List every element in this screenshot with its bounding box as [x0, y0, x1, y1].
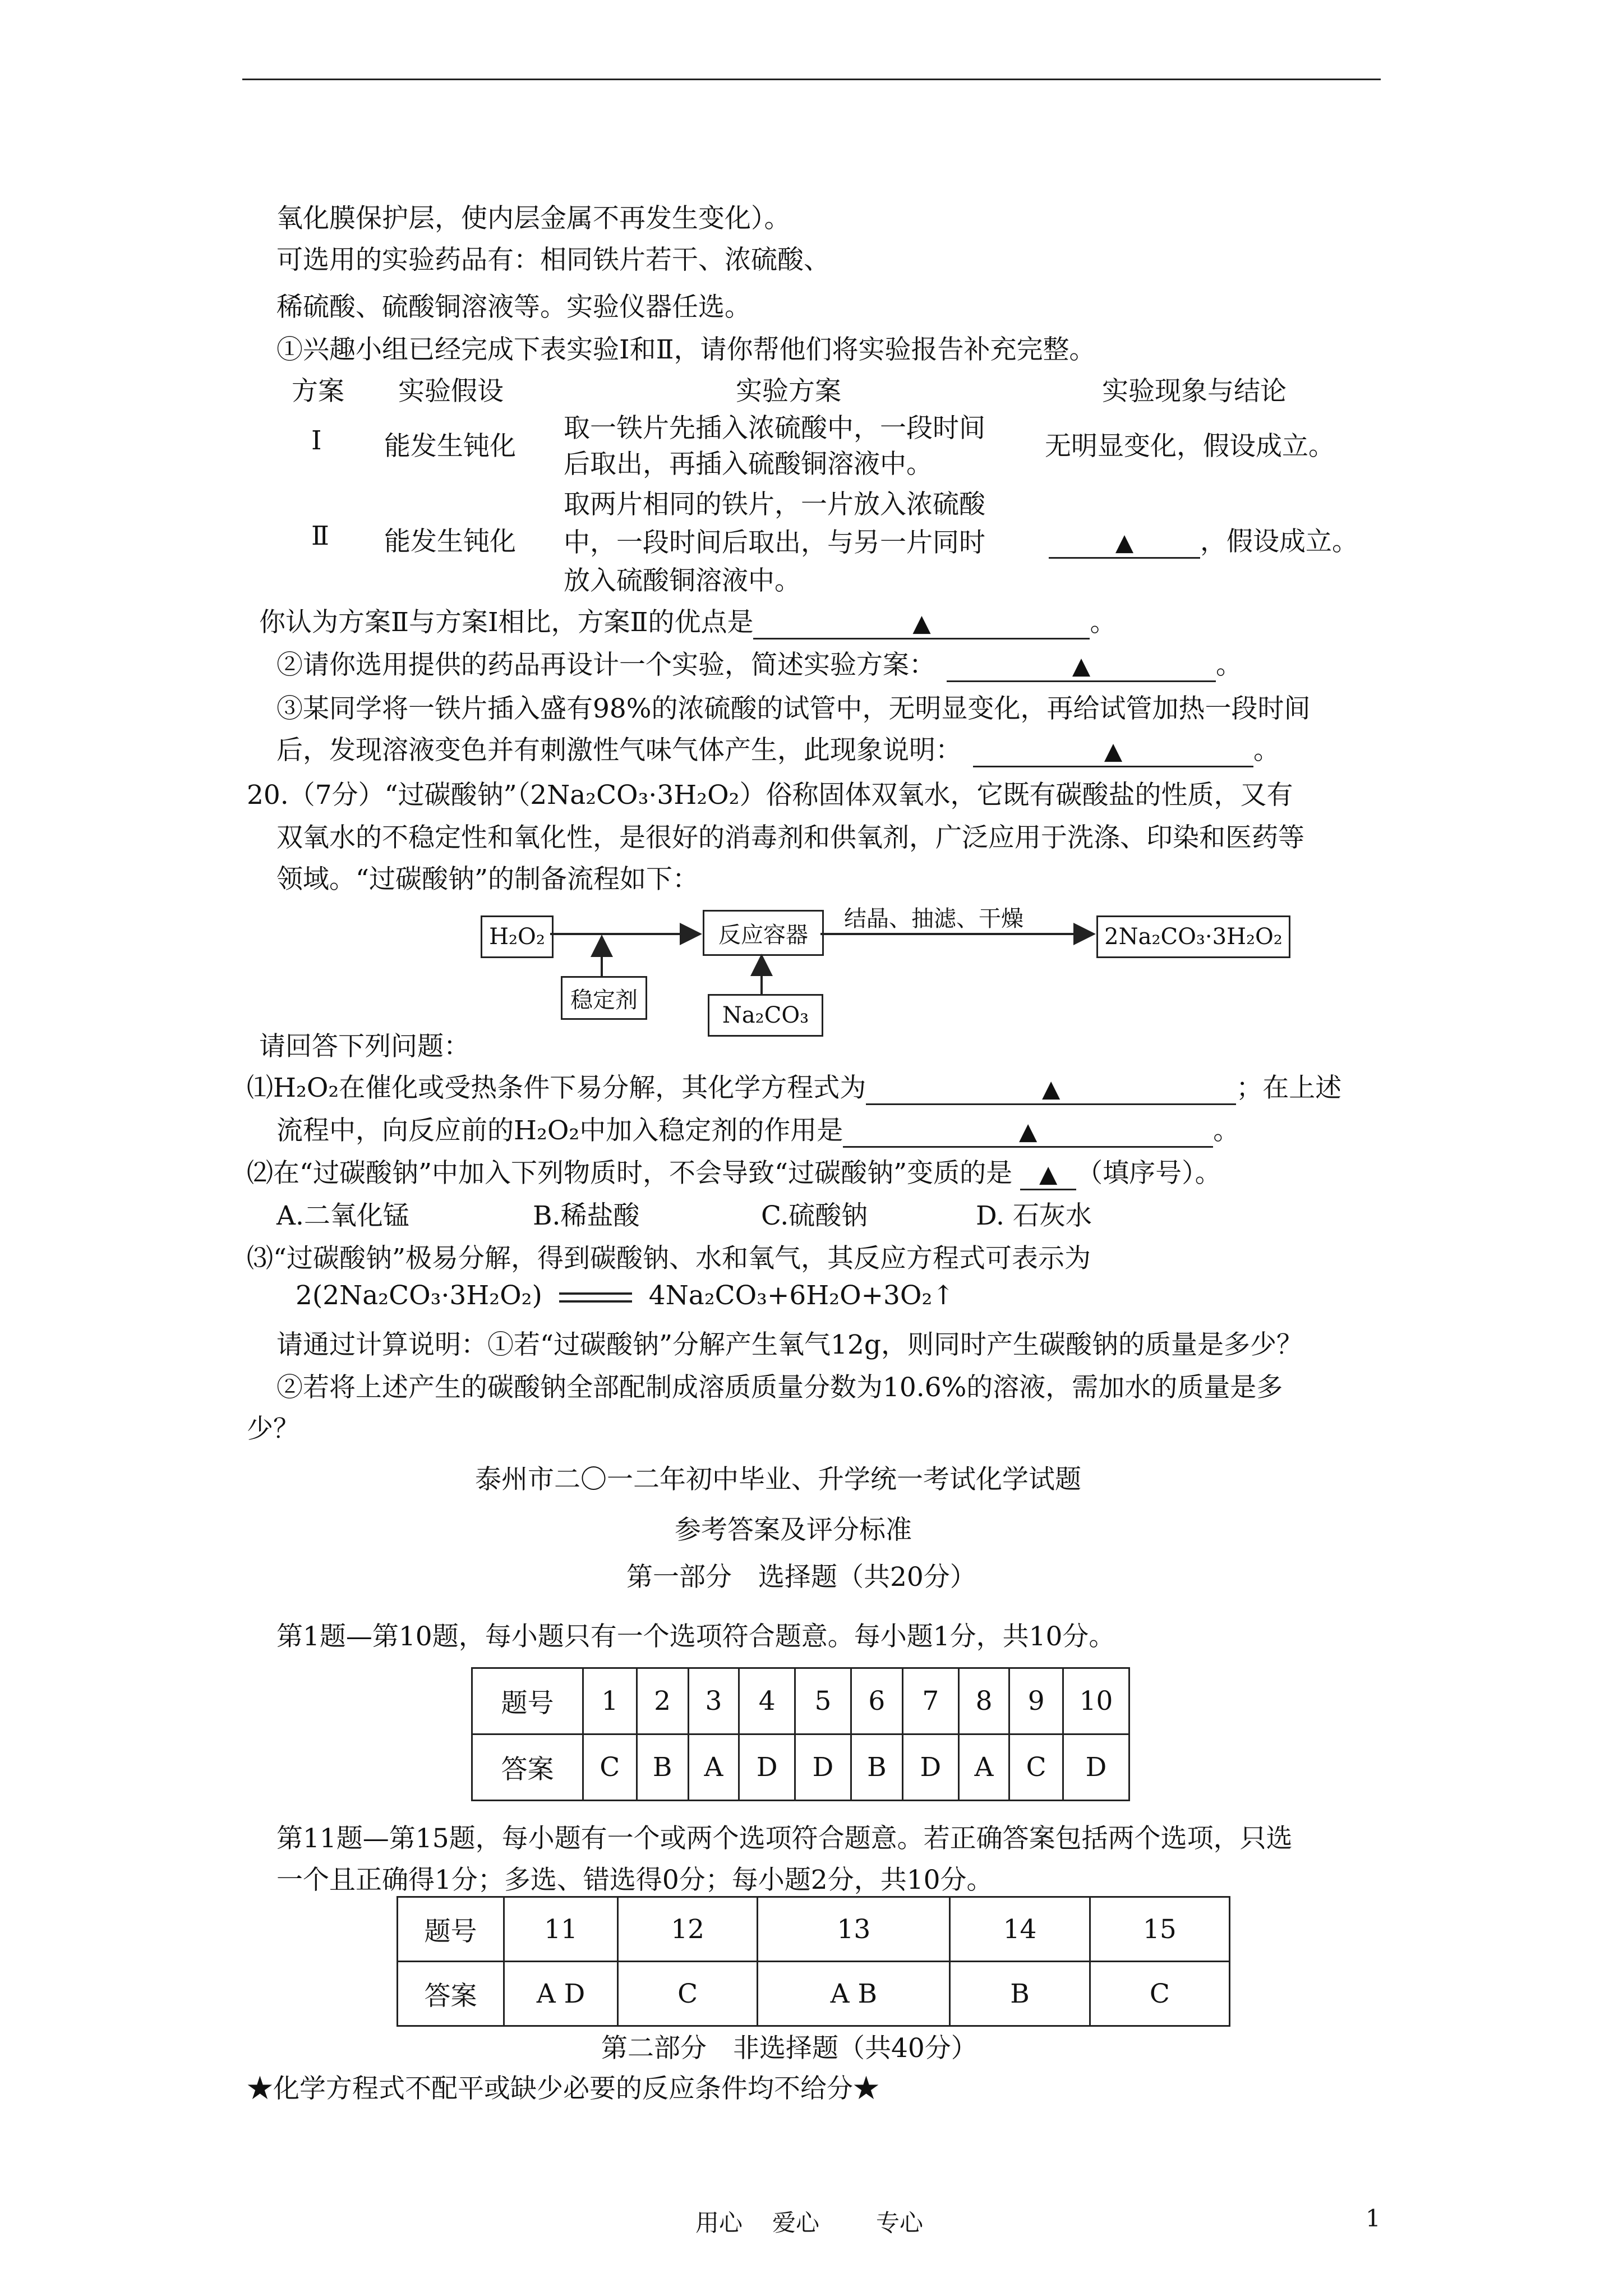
table-cell: A D — [504, 1962, 618, 2026]
part-1-tail: ；在上述 — [1236, 1073, 1342, 1103]
flow-arrow-label: 结晶、抽滤、干燥 — [844, 906, 1023, 932]
table-cell: D — [1063, 1734, 1129, 1801]
exp-header-hypothesis: 实验假设 — [398, 376, 504, 407]
triangle-marker: ▲ — [1072, 652, 1091, 679]
equation — [296, 1280, 955, 1311]
table-cell: 13 — [758, 1897, 950, 1962]
table-cell: 1 — [583, 1668, 637, 1734]
exp-row1-plan: Ⅰ — [311, 425, 322, 456]
question-20-line1: 20.（7分）“过碳酸钠”（2Na₂CO₃·3H₂O₂）俗称固体双氧水，它既有碳酸盐的性质，又有 — [247, 780, 1293, 811]
exp-row1-method-line2: 后取出，再插入硫酸铜溶液中。 — [564, 449, 933, 480]
table-cell: 10 — [1063, 1668, 1129, 1734]
equation-right: 4Na₂CO₃+6H₂O+3O₂↑ — [648, 1280, 955, 1311]
table-cell: C — [1009, 1734, 1063, 1801]
advantage-text: 你认为方案Ⅱ与方案Ⅰ相比，方案Ⅱ的优点是 — [259, 607, 754, 638]
question-20-line3: 领域。“过碳酸钠”的制备流程如下： — [276, 864, 699, 895]
table-cell: 15 — [1090, 1897, 1229, 1962]
table-cell: B — [851, 1734, 902, 1801]
table-cell: 答案 — [472, 1734, 583, 1801]
part-2-line1 — [247, 1152, 1221, 1190]
table-cell: 5 — [795, 1668, 851, 1734]
question-3-line1: ③某同学将一铁片插入盛有98%的浓硫酸的试管中，无明显变化，再给试管加热一段时间 — [276, 693, 1311, 724]
period: 。 — [1216, 650, 1242, 680]
period: 。 — [1213, 1115, 1240, 1146]
answer-table-1 — [471, 1667, 1130, 1801]
answer-subtitle: 参考答案及评分标准 — [675, 1515, 912, 1545]
exp-row2-method-line1: 取两片相同的铁片，一片放入浓硫酸 — [564, 489, 985, 520]
flow-box-product: 2Na₂CO₃·3H₂O₂ — [1096, 915, 1290, 958]
table-cell: 题号 — [398, 1897, 504, 1962]
question-1-intro: ①兴趣小组已经完成下表实验Ⅰ和Ⅱ，请你帮他们将实验报告补充完整。 — [276, 334, 1096, 365]
table-cell: A B — [758, 1962, 950, 2026]
triangle-marker: ▲ — [1104, 737, 1123, 765]
footer-motto-1: 用心 — [695, 2209, 743, 2237]
part-1-description-2-line1: 第11题—第15题，每小题有一个或两个选项符合题意。若正确答案包括两个选项，只选 — [276, 1823, 1293, 1854]
page-number: 1 — [1366, 2205, 1381, 2232]
table-row — [398, 1897, 1230, 1962]
table-cell: 8 — [958, 1668, 1009, 1734]
table-cell: B — [637, 1734, 688, 1801]
table-row — [472, 1734, 1129, 1801]
flow-box-stabilizer: 稳定剂 — [561, 976, 647, 1020]
table-cell: 9 — [1009, 1668, 1063, 1734]
footer-motto-3: 专心 — [876, 2209, 924, 2237]
flow-box-na2co3: Na₂CO₃ — [708, 994, 823, 1037]
table-cell: A — [958, 1734, 1009, 1801]
part-2-tail: （填序号）。 — [1076, 1158, 1221, 1189]
equals-sign-icon — [556, 1289, 635, 1306]
exp-header-method: 实验方案 — [736, 376, 841, 407]
equation-left: 2(2Na₂CO₃·3H₂O₂) — [296, 1280, 542, 1311]
part-1-description-2-line2: 一个且正确得1分；多选、错选得0分；每小题2分，共10分。 — [276, 1865, 993, 1895]
answer-table-2 — [396, 1896, 1230, 2027]
exp-row2-result-suffix: ，假设成立。 — [1200, 526, 1358, 557]
flow-box-reactor: 反应容器 — [703, 910, 824, 956]
part-2-blank[interactable] — [1020, 1158, 1076, 1190]
table-row — [398, 1962, 1230, 2026]
answer-prompt: 请回答下列问题： — [259, 1031, 470, 1062]
table-cell: C — [1090, 1962, 1229, 2026]
question-20-line2: 双氧水的不稳定性和氧化性，是很好的消毒剂和供氧剂，广泛应用于洗涤、印染和医药等 — [276, 822, 1304, 853]
exp-row1-result: 无明显变化，假设成立。 — [1045, 431, 1335, 462]
part-2-text: ⑵在“过碳酸钠”中加入下列物质时，不会导致“过碳酸钠”变质的是 — [247, 1158, 1013, 1189]
triangle-marker: ▲ — [1039, 1160, 1058, 1188]
part-1-text-2: 流程中，向反应前的H₂O₂中加入稳定剂的作用是 — [276, 1115, 843, 1146]
option-c: C.硫酸钠 — [761, 1200, 868, 1231]
table-cell: 12 — [618, 1897, 758, 1962]
option-d: D. 石灰水 — [976, 1200, 1092, 1231]
exp-header-plan: 方案 — [292, 376, 344, 407]
table-cell: 6 — [851, 1668, 902, 1734]
continuation-line-2: 可选用的实验药品有：相同铁片若干、浓硫酸、 — [276, 245, 830, 275]
part-1-title: 第一部分 选择题（共20分） — [626, 1562, 976, 1593]
table-cell: C — [618, 1962, 758, 2026]
question-2-text: ②请你选用提供的药品再设计一个实验，简述实验方案： — [276, 650, 935, 680]
calc-line3: 少？ — [247, 1414, 299, 1444]
continuation-line-3: 稀硫酸、硫酸铜溶液等。实验仪器任选。 — [276, 292, 751, 323]
footer-motto-2: 爱心 — [772, 2209, 820, 2237]
exp-header-result: 实验现象与结论 — [1102, 376, 1287, 407]
continuation-line-1: 氧化膜保护层，使内层金属不再发生变化）。 — [276, 203, 791, 234]
flow-box-h2o2: H₂O₂ — [481, 915, 554, 958]
table-cell: 7 — [902, 1668, 958, 1734]
table-cell: B — [950, 1962, 1090, 2026]
flow-arrows — [0, 0, 1623, 1066]
exp-row2-hypothesis: 能发生钝化 — [384, 526, 516, 557]
part-1-description: 第1题—第10题，每小题只有一个选项符合题意。每小题1分，共10分。 — [276, 1621, 1115, 1652]
table-cell: C — [583, 1734, 637, 1801]
table-cell: A — [688, 1734, 739, 1801]
table-cell: 答案 — [398, 1962, 504, 2026]
calc-line1: 请通过计算说明：①若“过碳酸钠”分解产生氧气12g，则同时产生碳酸钠的质量是多少？ — [276, 1329, 1303, 1360]
part-1-blank-2[interactable] — [843, 1115, 1213, 1148]
star-note: ★化学方程式不配平或缺少必要的反应条件均不给分★ — [247, 2073, 879, 2104]
exp-row2-plan: Ⅱ — [311, 521, 329, 551]
exp-row2-method-line3: 放入硫酸铜溶液中。 — [564, 565, 801, 596]
part-3-line1: ⑶“过碳酸钠”极易分解，得到碳酸钠、水和氧气，其反应方程式可表示为 — [247, 1243, 1091, 1274]
table-cell: D — [902, 1734, 958, 1801]
period: 。 — [1090, 607, 1117, 638]
part-1-text: ⑴H₂O₂在催化或受热条件下易分解，其化学方程式为 — [247, 1073, 866, 1103]
part-2-title: 第二部分 非选择题（共40分） — [601, 2033, 978, 2064]
calc-line2: ②若将上述产生的碳酸钠全部配制成溶质质量分数为10.6%的溶液，需加水的质量是多 — [276, 1372, 1283, 1403]
period: 。 — [1253, 735, 1280, 766]
table-cell: 4 — [739, 1668, 795, 1734]
part-1-blank-1[interactable] — [866, 1073, 1236, 1105]
option-a: A.二氧化锰 — [276, 1200, 409, 1231]
table-cell: 3 — [688, 1668, 739, 1734]
triangle-marker: ▲ — [1042, 1075, 1061, 1102]
table-cell: 11 — [504, 1897, 618, 1962]
part-1-line1 — [247, 1067, 1341, 1105]
exp-row1-method-line1: 取一铁片先插入浓硫酸中，一段时间 — [564, 413, 985, 444]
triangle-marker: ▲ — [912, 609, 931, 637]
option-b: B.稀盐酸 — [533, 1200, 640, 1231]
table-cell: 2 — [637, 1668, 688, 1734]
triangle-marker: ▲ — [1115, 528, 1134, 556]
question-3-text: 后，发现溶液变色并有刺激性气味气体产生，此现象说明： — [276, 735, 962, 766]
part-1-line2 — [276, 1110, 1239, 1148]
table-cell: D — [739, 1734, 795, 1801]
table-row — [472, 1668, 1129, 1734]
triangle-marker: ▲ — [1019, 1117, 1038, 1145]
table-cell: D — [795, 1734, 851, 1801]
exp-row2-method-line2: 中，一段时间后取出，与另一片同时 — [564, 527, 985, 558]
exp-row1-hypothesis: 能发生钝化 — [384, 431, 516, 462]
answer-title: 泰州市二〇一二年初中毕业、升学统一考试化学试题 — [475, 1464, 1081, 1495]
table-cell: 14 — [950, 1897, 1090, 1962]
table-cell: 题号 — [472, 1668, 583, 1734]
